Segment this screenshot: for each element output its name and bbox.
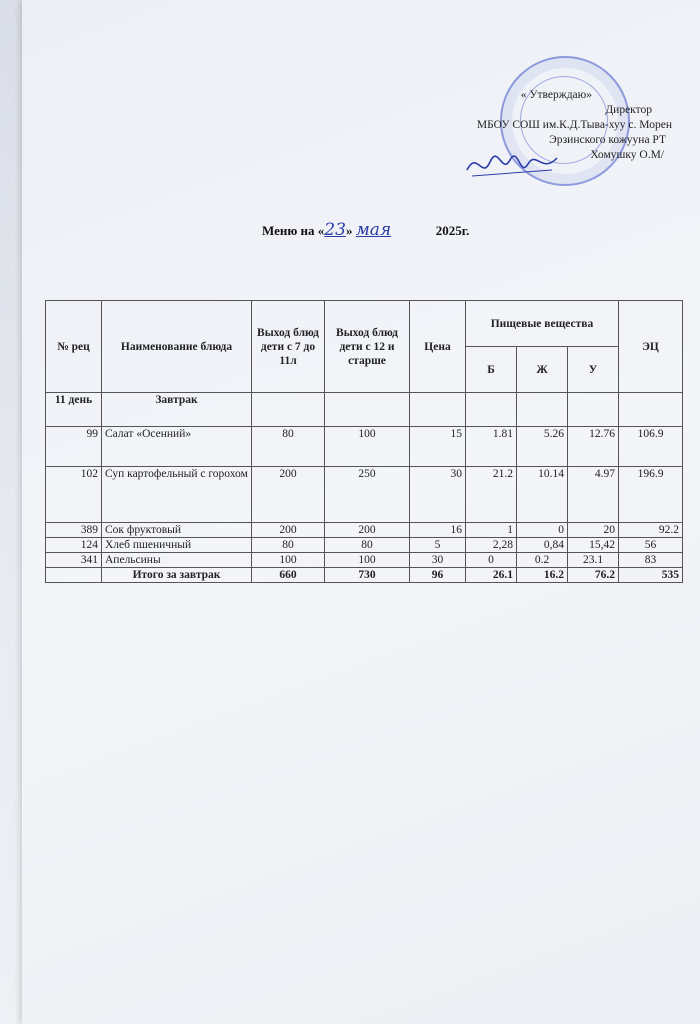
row-name: Салат «Осенний»	[102, 427, 252, 467]
table-row	[46, 538, 683, 553]
row-name: Хлеб пшеничный	[102, 538, 252, 553]
title-day: 23	[324, 220, 346, 240]
row-zh: 0,84	[517, 538, 568, 553]
total-price: 96	[410, 568, 466, 583]
header-b: Б	[466, 347, 517, 393]
row-b: 21.2	[466, 467, 517, 523]
table-row	[46, 467, 683, 523]
header-price: Цена	[410, 301, 466, 393]
row-b: 1	[466, 523, 517, 538]
total-b: 26.1	[466, 568, 517, 583]
section-day: 11 день	[46, 393, 102, 427]
total-u: 76.2	[568, 568, 619, 583]
total-zh: 16.2	[517, 568, 568, 583]
row-out12: 100	[325, 427, 410, 467]
row-ec: 106.9	[619, 427, 683, 467]
row-u: 23.1	[568, 553, 619, 568]
row-ec: 196.9	[619, 467, 683, 523]
header-out7: Выход блюд дети с 7 до 11л	[252, 301, 325, 393]
title-middle: »	[345, 223, 356, 238]
row-name: Суп картофельный с горохом	[102, 467, 252, 523]
header-out12: Выход блюд дети с 12 и старше	[325, 301, 410, 393]
total-label: Итого за завтрак	[102, 568, 252, 583]
row-b: 2,28	[466, 538, 517, 553]
row-u: 12.76	[568, 427, 619, 467]
approval-director-name: Хомушку О.М/	[590, 149, 664, 161]
title-month: мая	[355, 220, 392, 240]
row-out7: 80	[252, 427, 325, 467]
row-out12: 100	[325, 553, 410, 568]
row-zh: 0	[517, 523, 568, 538]
row-out7: 80	[252, 538, 325, 553]
total-out12: 730	[325, 568, 410, 583]
row-b: 0	[466, 553, 517, 568]
row-num: 341	[46, 553, 102, 568]
table-row	[46, 523, 683, 538]
document-sheet	[22, 0, 700, 1024]
row-price: 15	[410, 427, 466, 467]
approval-position: Директор	[605, 104, 652, 116]
row-num: 124	[46, 538, 102, 553]
menu-table	[45, 300, 683, 583]
row-out12: 200	[325, 523, 410, 538]
header-zh: Ж	[517, 347, 568, 393]
row-u: 15,42	[568, 538, 619, 553]
total-out7: 660	[252, 568, 325, 583]
header-num: № рец	[46, 301, 102, 393]
row-b: 1.81	[466, 427, 517, 467]
total-ec: 535	[619, 568, 683, 583]
title-year: 2025г.	[435, 223, 470, 238]
table-row	[46, 427, 683, 467]
row-out12: 80	[325, 538, 410, 553]
row-num: 389	[46, 523, 102, 538]
row-name: Апельсины	[102, 553, 252, 568]
row-out7: 200	[252, 523, 325, 538]
section-row	[46, 393, 683, 427]
row-zh: 10.14	[517, 467, 568, 523]
row-price: 16	[410, 523, 466, 538]
section-meal: Завтрак	[102, 393, 252, 427]
table-row	[46, 553, 683, 568]
title-prefix: Меню на «	[262, 223, 325, 238]
row-out7: 200	[252, 467, 325, 523]
approval-district: Эрзинского кожууна РТ	[549, 134, 666, 146]
row-num: 99	[46, 427, 102, 467]
row-u: 4.97	[568, 467, 619, 523]
row-ec: 56	[619, 538, 683, 553]
row-zh: 5.26	[517, 427, 568, 467]
header-nutrients: Пищевые вещества	[466, 301, 619, 347]
row-name: Сок фруктовый	[102, 523, 252, 538]
header-name: Наименование блюда	[102, 301, 252, 393]
menu-title	[262, 220, 562, 240]
row-ec: 92.2	[619, 523, 683, 538]
header-u: У	[568, 347, 619, 393]
director-signature	[462, 140, 562, 190]
row-price: 30	[410, 553, 466, 568]
approval-heading: « Утверждаю»	[520, 89, 592, 101]
row-price: 30	[410, 467, 466, 523]
header-ec: ЭЦ	[619, 301, 683, 393]
total-row	[46, 568, 683, 583]
row-price: 5	[410, 538, 466, 553]
row-out7: 100	[252, 553, 325, 568]
row-num: 102	[46, 467, 102, 523]
row-u: 20	[568, 523, 619, 538]
row-zh: 0.2	[517, 553, 568, 568]
row-ec: 83	[619, 553, 683, 568]
approval-school: МБОУ СОШ им.К.Д.Тыва-хуу с. Морен	[476, 119, 672, 131]
row-out12: 250	[325, 467, 410, 523]
